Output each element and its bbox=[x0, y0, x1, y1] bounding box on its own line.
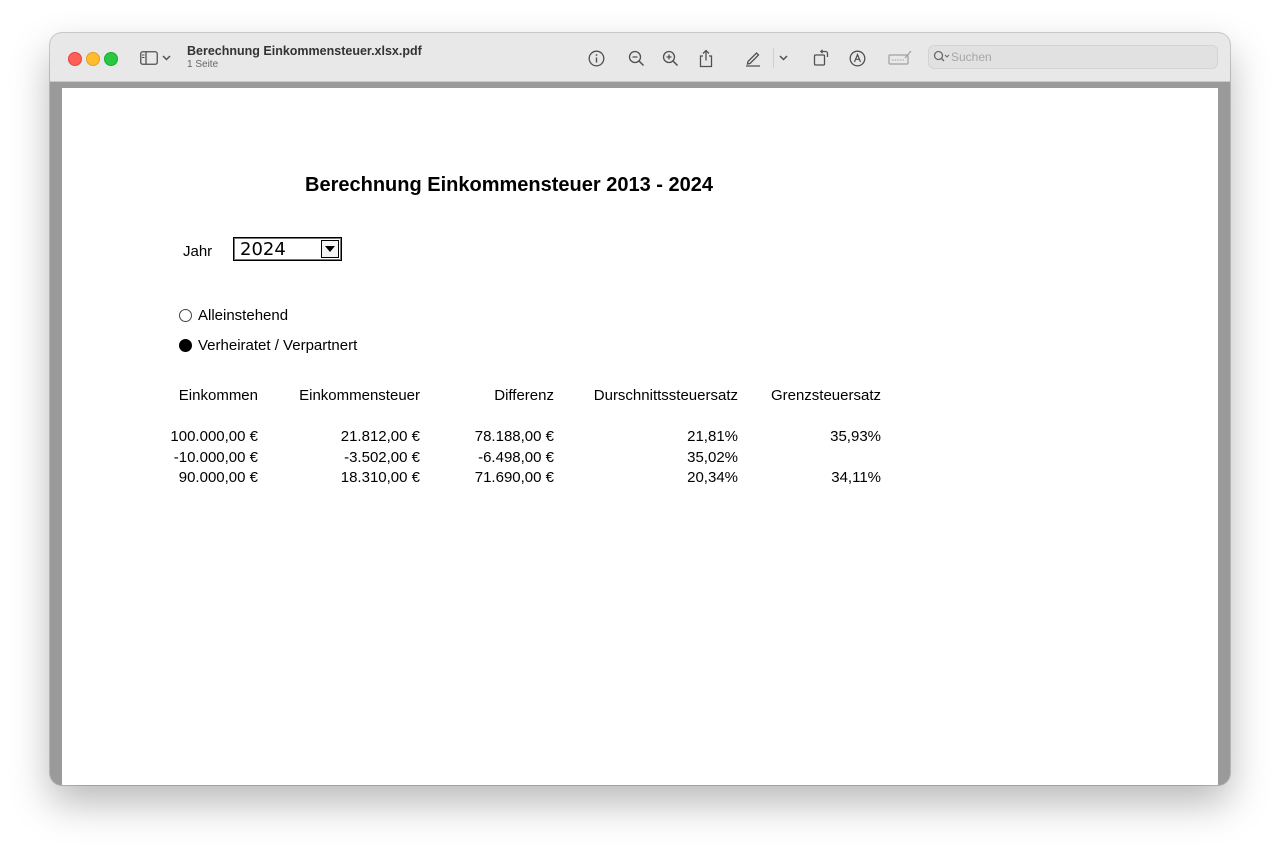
chevron-down-icon bbox=[162, 55, 171, 61]
page-title: Berechnung Einkommensteuer 2013 - 2024 bbox=[305, 174, 713, 196]
table-cell: 20,34% bbox=[687, 469, 738, 486]
dropdown-button[interactable] bbox=[321, 240, 339, 258]
annotate-icon bbox=[849, 50, 866, 67]
year-label: Jahr bbox=[183, 243, 213, 260]
column-header: Einkommensteuer bbox=[299, 387, 420, 404]
zoom-out-icon bbox=[628, 50, 645, 67]
markup-pen-icon bbox=[744, 49, 762, 67]
signature-icon bbox=[888, 50, 912, 66]
year-value: 2024 bbox=[240, 239, 286, 260]
radio-label: Alleinstehend bbox=[198, 306, 289, 324]
markup-button[interactable] bbox=[742, 47, 764, 69]
table-cell: -3.502,00 € bbox=[344, 449, 420, 466]
sidebar-icon bbox=[140, 51, 158, 65]
table-cell: 90.000,00 € bbox=[178, 469, 258, 486]
share-button[interactable] bbox=[695, 47, 717, 69]
search-input[interactable] bbox=[951, 46, 1211, 68]
year-dropdown[interactable] bbox=[233, 237, 342, 261]
table-cell: 21.812,00 € bbox=[340, 428, 420, 445]
zoom-in-icon bbox=[662, 50, 679, 67]
signature-button[interactable] bbox=[887, 47, 913, 69]
search-field[interactable] bbox=[928, 45, 1218, 69]
column-header: Grenzsteuersatz bbox=[770, 387, 881, 404]
column-header: Differenz bbox=[494, 387, 554, 404]
sidebar-toggle-button[interactable] bbox=[138, 47, 160, 69]
document-title: Berechnung Einkommensteuer.xlsx.pdf bbox=[187, 44, 422, 58]
rotate-icon bbox=[812, 49, 830, 67]
zoom-button[interactable] bbox=[104, 52, 118, 66]
title-bar bbox=[50, 33, 1230, 82]
zoom-out-button[interactable] bbox=[625, 47, 647, 69]
table-cell: 35,93% bbox=[830, 428, 881, 445]
page-count: 1 Seite bbox=[187, 59, 219, 70]
zoom-in-button[interactable] bbox=[659, 47, 681, 69]
preview-window bbox=[50, 33, 1230, 785]
column-header: Durschnittssteuersatz bbox=[593, 387, 738, 404]
radio-button-selected[interactable] bbox=[179, 339, 192, 352]
sidebar-menu-button[interactable] bbox=[159, 47, 173, 69]
table-cell: -6.498,00 € bbox=[478, 449, 554, 466]
table-cell: 78.188,00 € bbox=[474, 428, 554, 445]
minimize-button[interactable] bbox=[86, 52, 100, 66]
table-cell: 100.000,00 € bbox=[170, 428, 258, 445]
rotate-button[interactable] bbox=[810, 47, 832, 69]
table-cell: -10.000,00 € bbox=[173, 449, 258, 466]
radio-label: Verheiratet / Verpartnert bbox=[198, 336, 358, 354]
table-cell: 34,11% bbox=[831, 469, 881, 486]
info-button[interactable] bbox=[585, 47, 607, 69]
chevron-down-icon bbox=[779, 55, 788, 61]
radio-alleinstehend[interactable] bbox=[179, 305, 288, 325]
table-cell: 21,81% bbox=[687, 428, 738, 445]
radio-button[interactable] bbox=[179, 309, 192, 322]
table-cell: 71.690,00 € bbox=[474, 469, 554, 486]
info-icon bbox=[588, 50, 605, 67]
close-button[interactable] bbox=[68, 52, 82, 66]
column-header: Einkommen bbox=[178, 387, 258, 404]
share-icon bbox=[698, 49, 714, 68]
radio-verheiratet[interactable] bbox=[179, 335, 357, 355]
annotate-button[interactable] bbox=[846, 47, 868, 69]
table-cell: 18.310,00 € bbox=[340, 469, 420, 486]
table-cell: 35,02% bbox=[687, 449, 738, 466]
triangle-down-icon bbox=[325, 246, 335, 252]
markup-menu-button[interactable] bbox=[776, 47, 790, 69]
pdf-page bbox=[62, 88, 1218, 785]
search-icon bbox=[933, 50, 951, 64]
toolbar-divider bbox=[773, 48, 774, 68]
